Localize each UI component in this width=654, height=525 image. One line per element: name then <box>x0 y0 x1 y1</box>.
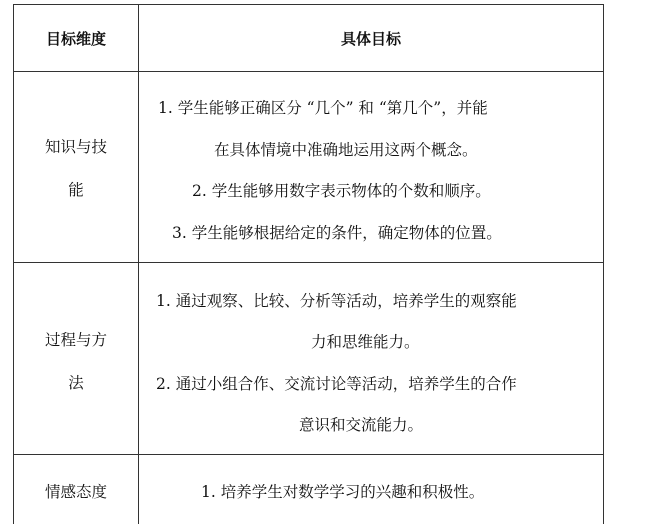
goals-process-method <box>139 263 603 454</box>
header-dimension-label: 目标维度 <box>45 29 106 48</box>
goal-line: 1. 通过观察、比较、分析等活动，培养学生的观察能 <box>156 292 517 310</box>
goal-line: 意识和交流能力。 <box>299 416 424 434</box>
goal-line: 力和思维能力。 <box>311 333 420 351</box>
goal-line: 在具体情境中准确地运用这两个概念。 <box>214 141 478 159</box>
dimension-process-method <box>14 263 138 454</box>
goal-line: 2. 学生能够用数字表示物体的个数和顺序。 <box>192 182 491 200</box>
goal-line: 2. 通过小组合作、交流讨论等活动，培养学生的合作 <box>156 375 517 393</box>
dimension-label-line: 能 <box>68 181 84 199</box>
header-goals <box>139 5 603 71</box>
objectives-table <box>13 4 604 524</box>
dimension-emotion-attitude <box>14 455 138 525</box>
dimension-label-line: 法 <box>68 374 84 392</box>
goals-knowledge-skills <box>139 72 603 262</box>
header-goals-label: 具体目标 <box>340 29 401 48</box>
dimension-label-line: 情感态度 <box>44 483 107 501</box>
header-dimension <box>14 5 138 71</box>
goal-line: 3. 学生能够根据给定的条件，确定物体的位置。 <box>172 224 502 242</box>
dimension-label-line: 过程与方 <box>44 331 107 349</box>
goal-line: 1. 培养学生对数学学习的兴趣和积极性。 <box>201 483 485 501</box>
dimension-label-line: 知识与技 <box>44 138 107 156</box>
dimension-knowledge-skills <box>14 72 138 262</box>
goals-emotion-attitude <box>139 455 603 525</box>
goal-line: 1. 学生能够正确区分 “几个” 和 “第几个”，并能 <box>158 99 488 117</box>
